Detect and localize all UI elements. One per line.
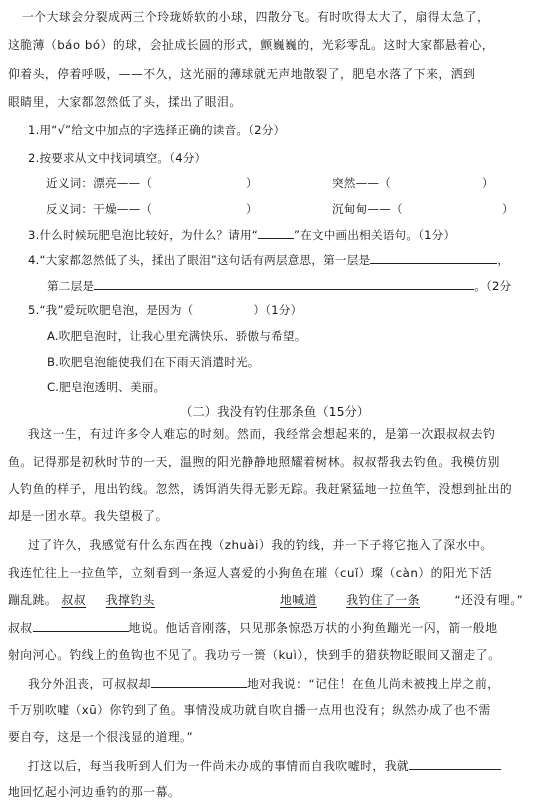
question-3-text-b: ”在文中画出相关语句。（1分） bbox=[293, 228, 456, 242]
passage-line: 我这一生，有过许多令人难忘的时刻。然而，我经常会想起来的，是第一次跟叔叔去钓 bbox=[28, 427, 496, 441]
passage-line: 人钓鱼的样子，甩出钓线。忽然，诱饵消失得无影无踪。我赶紧猛地一拉鱼竿，没想到扯出的 bbox=[8, 482, 513, 496]
question-4-comma: ， bbox=[497, 253, 510, 267]
close-paren: ） bbox=[502, 202, 514, 216]
antonym-label-2: 沉甸甸——（ bbox=[332, 202, 403, 216]
question-5-text: 5.“我”爱玩吹肥皂泡，是因为（ bbox=[28, 303, 194, 317]
option-b: B.吹肥皂泡能使我们在下雨天消遣时光。 bbox=[47, 355, 260, 369]
passage-line: 要自夸，这是一个很浅显的道理。” bbox=[8, 730, 194, 744]
question-4-line2 bbox=[47, 277, 511, 294]
antonym-label: 反义词：干燥——（ bbox=[46, 202, 153, 216]
text-fragment: 叔叔 bbox=[8, 621, 33, 635]
question-5 bbox=[28, 302, 302, 318]
passage-line: 眼睛里，大家都忽然低了头，揉出了眼泪。 bbox=[8, 95, 242, 109]
close-paren: ） bbox=[246, 202, 258, 216]
synonym-label-2: 突然——（ bbox=[332, 176, 391, 190]
passage-line bbox=[28, 675, 500, 692]
passage-line bbox=[8, 592, 523, 608]
underlined-text: 我钓住了一条 bbox=[346, 593, 420, 607]
text-fragment: 地说。他话音刚落，只见那条惊恐万状的小狗鱼蹦光一闪，箭一般地 bbox=[128, 621, 498, 635]
underlined-text: 我撑钓头 bbox=[105, 593, 155, 607]
passage-line: 仰着头，停着呼吸，——不久，这光丽的薄球就无声地散裂了，肥皂水落了下来，洒到 bbox=[8, 67, 476, 81]
question-2: 2.按要求从文中找词填空。（4分） bbox=[28, 151, 207, 165]
question-4-text: 4.“大家都忽然低了头，揉出了眼泪”这句话有两层意思，第一层是 bbox=[28, 253, 371, 267]
answer-blank[interactable] bbox=[370, 251, 497, 264]
option-a: A.吹肥皂泡时，让我心里充满快乐、骄傲与希望。 bbox=[47, 329, 307, 343]
close-paren: ） bbox=[482, 176, 494, 190]
option-c: C.肥皂泡透明、美丽。 bbox=[47, 380, 166, 394]
question-4 bbox=[28, 251, 509, 268]
question-3 bbox=[28, 226, 455, 243]
answer-blank[interactable] bbox=[409, 757, 501, 770]
text-fragment: 我分外沮丧，可叔叔却 bbox=[28, 677, 151, 691]
passage-line bbox=[8, 619, 498, 636]
question-4-label: 第二层是 bbox=[47, 279, 95, 293]
answer-blank[interactable] bbox=[258, 226, 294, 239]
passage-line: 鱼。记得那是初秋时节的一天，温煦的阳光静静地照耀着树林。叔叔帮我去钓鱼。我模仿别 bbox=[8, 455, 500, 469]
passage-line: 地回忆起小河边垂钓的那一幕。 bbox=[8, 785, 181, 799]
underlined-text: 叔叔 bbox=[61, 593, 87, 607]
underlined-text: 地喊道 bbox=[279, 593, 317, 607]
text-fragment: 蹦乱跳。 bbox=[8, 593, 58, 607]
text-fragment: “还没有哩。” bbox=[454, 593, 524, 607]
answer-blank[interactable] bbox=[94, 277, 474, 290]
passage-line: 这脆薄（báo bó）的球，会扯成长圆的形式，颤巍巍的，光彩零乱。这时大家都悬着心， bbox=[8, 38, 495, 52]
close-paren: ） bbox=[246, 176, 258, 190]
passage-line: 我连忙往上一拉鱼竿，立刻看到一条逗人喜爱的小狗鱼在璀（cuǐ）璨（càn）的阳光下活 bbox=[8, 566, 493, 580]
question-1: 1.用“√”给文中加点的字选择正确的读音。（2分） bbox=[28, 123, 286, 137]
question-4-end: 。（2分 bbox=[474, 279, 512, 293]
passage-line: 一个大球会分裂成两三个玲珑娇软的小球，四散分飞。有时吹得太大了，扇得太急了， bbox=[22, 10, 490, 24]
text-fragment: 地对我说：“记住！在鱼儿尚未被拽上岸之前， bbox=[246, 677, 500, 691]
passage-line: 过了许久，我感觉有什么东西在拽（zhuài）我的钓线，并一下子将它拖入了深水中。 bbox=[28, 538, 493, 552]
passage-line bbox=[28, 757, 501, 774]
answer-blank[interactable] bbox=[151, 675, 247, 688]
section-title: （二）我没有钓住那条鱼（15分） bbox=[180, 404, 370, 419]
passage-line: 千万别吹嘘（xū）你钓到了鱼。事情没成功就自吹自播一点用也没有；纵然办成了也不需 bbox=[8, 703, 491, 717]
text-fragment: 打这以后，每当我听到人们为一件尚未办成的事情而自我吹嘘时，我就 bbox=[28, 759, 410, 773]
question-3-text-a: 3.什么时候玩肥皂泡比较好，为什么？请用“ bbox=[28, 228, 258, 242]
passage-line: 射向河心。钓线上的鱼钩也不见了。我功亏一篑（kuì），快到手的猎获物眨眼间又溜走了。 bbox=[8, 648, 501, 662]
passage-line: 却是一团水草。我失望极了。 bbox=[8, 509, 168, 523]
question-5-score: ）（1分） bbox=[253, 303, 303, 317]
answer-blank[interactable] bbox=[33, 619, 129, 632]
synonym-label: 近义词：漂亮——（ bbox=[46, 176, 153, 190]
